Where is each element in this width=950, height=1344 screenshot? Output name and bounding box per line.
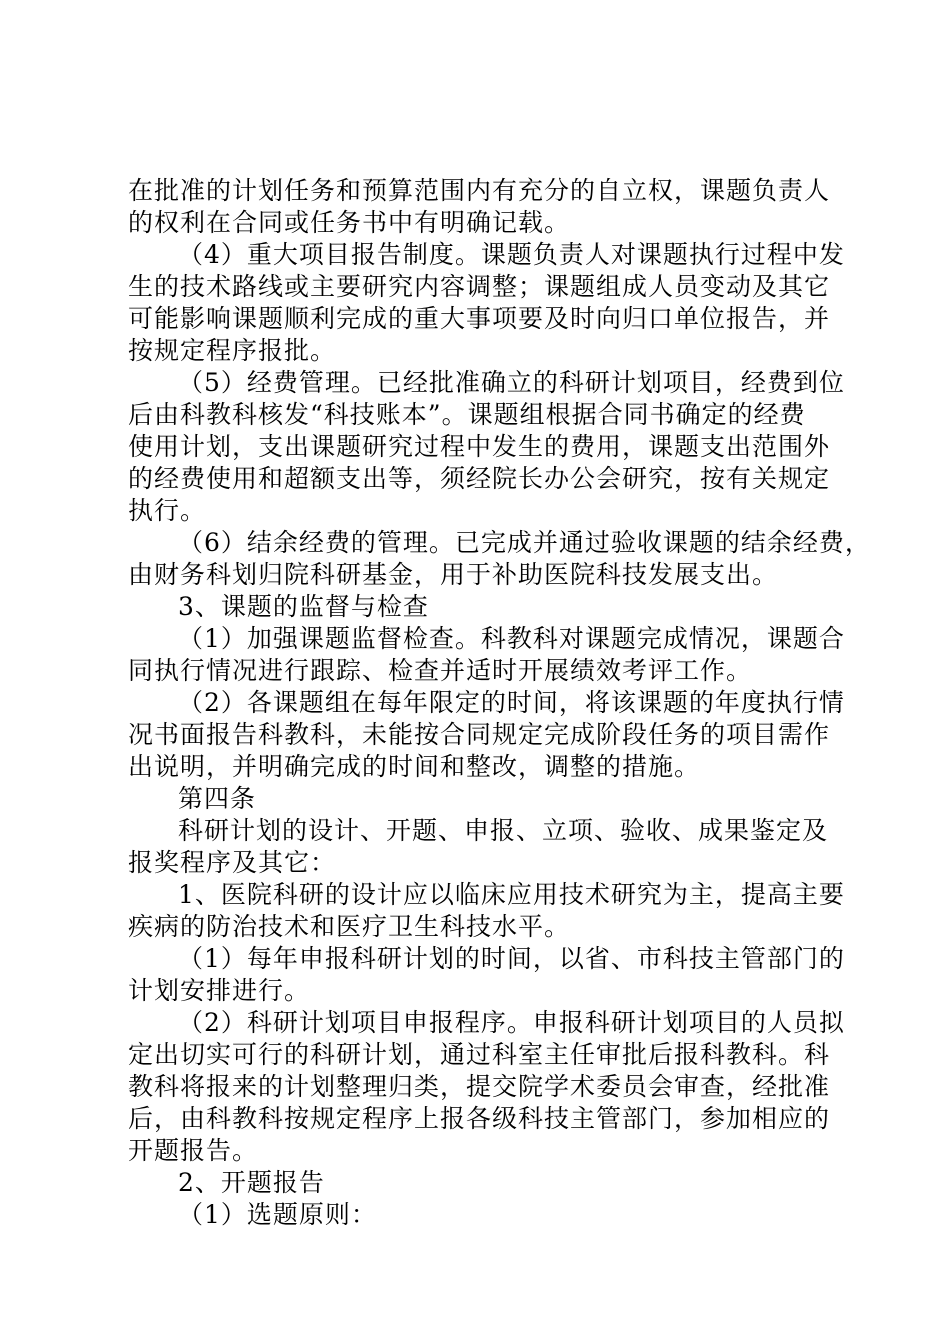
text-line: 况书面报告科教科，未能按合同规定完成阶段任务的项目需作 (128, 720, 831, 749)
text-line: 科研计划的设计、开题、申报、立项、验收、成果鉴定及 (178, 816, 829, 845)
text-line: 后，由科教科按规定程序上报各级科技主管部门，参加相应的 (128, 1104, 831, 1133)
text-line: 1、医院科研的设计应以临床应用技术研究为主，提高主要 (178, 880, 845, 909)
text-line: 在批准的计划任务和预算范围内有充分的自立权，课题负责人 (128, 176, 831, 205)
text-line: （1）每年申报科研计划的时间，以省、市科技主管部门的 (178, 944, 845, 973)
text-line: 可能影响课题顺利完成的重大事项要及时向归口单位报告，并 (128, 304, 831, 333)
text-line: （5）经费管理。已经批准确立的科研计划项目，经费到位 (178, 368, 845, 397)
text-line: 后由科教科核发“科技账本”。课题组根据合同书确定的经费 (128, 400, 806, 429)
text-line: 疾病的防治技术和医疗卫生科技水平。 (128, 912, 571, 941)
text-line: 出说明，并明确完成的时间和整改，调整的措施。 (128, 752, 701, 781)
text-line: 定出切实可行的科研计划，通过科室主任审批后报科教科。科 (128, 1040, 831, 1069)
text-line: 报奖程序及其它： (128, 848, 337, 877)
text-line: 执行。 (128, 496, 207, 525)
text-line: （4）重大项目报告制度。课题负责人对课题执行过程中发 (178, 240, 845, 269)
article-heading: 第四条 (178, 784, 257, 813)
text-line: （1）选题原则： (178, 1200, 377, 1229)
section-heading: 3、课题的监督与检查 (178, 592, 429, 621)
text-line: 教科将报来的计划整理归类，提交院学术委员会审查，经批准 (128, 1072, 831, 1101)
text-line: 使用计划，支出课题研究过程中发生的费用，课题支出范围外 (128, 432, 831, 461)
section-heading: 2、开题报告 (178, 1168, 325, 1197)
text-line: （2）科研计划项目申报程序。申报科研计划项目的人员拟 (178, 1008, 845, 1037)
text-line: 同执行情况进行跟踪、检查并适时开展绩效考评工作。 (128, 656, 753, 685)
text-line: 按规定程序报批。 (128, 336, 337, 365)
text-line: 由财务科划归院科研基金，用于补助医院科技发展支出。 (128, 560, 779, 589)
text-line: 计划安排进行。 (128, 976, 311, 1005)
text-line: 的权利在合同或任务书中有明确记载。 (128, 208, 571, 237)
text-line: （2）各课题组在每年限定的时间，将该课题的年度执行情 (178, 688, 845, 717)
text-line: （1）加强课题监督检查。科教科对课题完成情况，课题合 (178, 624, 845, 653)
text-line: 的经费使用和超额支出等，须经院长办公会研究，按有关规定 (128, 464, 831, 493)
text-line: 开题报告。 (128, 1136, 259, 1165)
text-line: （6）结余经费的管理。已完成并通过验收课题的结余经费， (178, 528, 871, 557)
text-line: 生的技术路线或主要研究内容调整；课题组成人员变动及其它 (128, 272, 831, 301)
